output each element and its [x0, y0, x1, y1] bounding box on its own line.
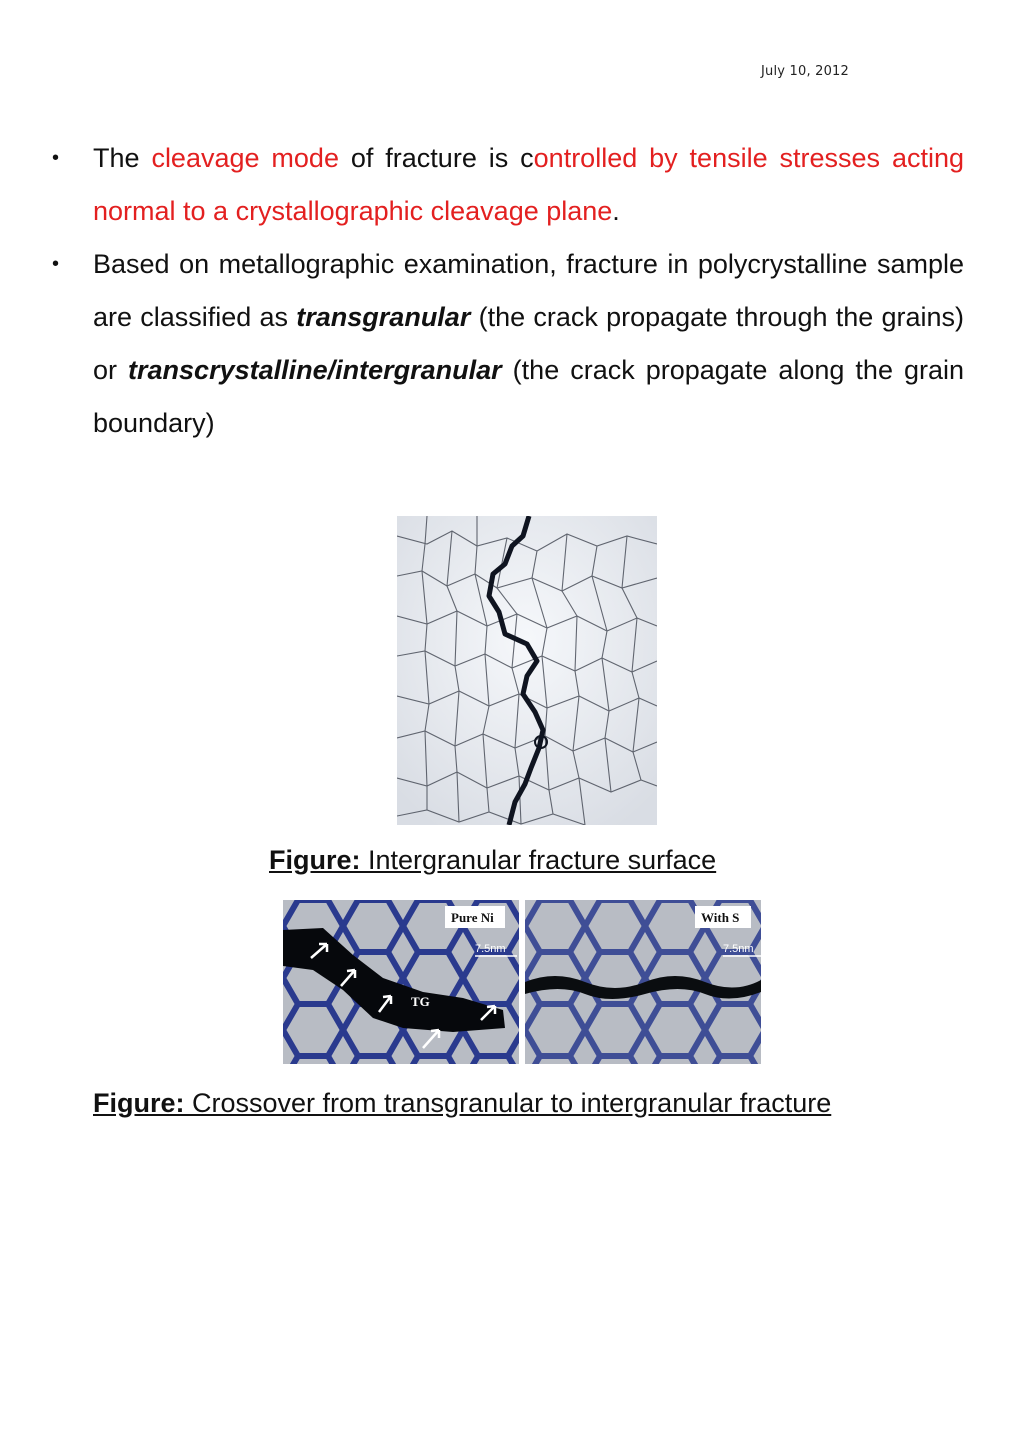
intergranular-fracture-image: [397, 516, 657, 825]
bullet-icon: •: [52, 147, 60, 169]
term-transgranular: transgranular: [296, 302, 471, 332]
text-segment: of fracture is c: [338, 143, 534, 173]
highlight-tensile-stresses: ontrolled by tensile stresses acting normal to a crystallographic cleavage plane: [93, 143, 964, 226]
text-segment: .: [612, 196, 620, 226]
panel-pure-ni: [283, 900, 519, 1064]
bullet-list: [40, 132, 964, 450]
bullet-item-cleavage: [40, 132, 964, 238]
figure-caption-intergranular: [269, 845, 716, 876]
caption-label: Figure:: [269, 845, 361, 875]
caption-text: Crossover from transgranular to intergranular fracture: [184, 1088, 832, 1118]
scale-label-right: 7.5nm: [723, 943, 754, 955]
text-segment: (the crack propagate along the grain boundary): [93, 355, 965, 438]
text-segment: The: [93, 143, 152, 173]
simulation-panels-svg: [283, 900, 761, 1064]
annotation-tg: TG: [411, 994, 430, 1009]
term-intergranular: transcrystalline/intergranular: [128, 355, 502, 385]
caption-label: Figure:: [93, 1088, 185, 1118]
panel-label-pure-ni: Pure Ni: [451, 910, 494, 925]
micrograph-svg: [397, 516, 657, 825]
text-segment: (the crack propagate through the grains) or: [93, 302, 964, 385]
bullet-icon: •: [52, 253, 60, 275]
crossover-fracture-image: [283, 900, 761, 1064]
header-date: July 10, 2012: [761, 64, 850, 79]
caption-text: Intergranular fracture surface: [360, 845, 717, 875]
highlight-cleavage-mode: cleavage mode: [151, 143, 339, 173]
scale-label-left: 7.5nm: [475, 943, 506, 955]
panel-label-with-s: With S: [701, 910, 740, 925]
bullet-item-classification: [40, 238, 964, 450]
panel-with-s: [525, 900, 761, 1064]
figure-caption-crossover: [93, 1088, 831, 1119]
text-segment: Based on metallographic examination, fracture in polycrystalline sample are classified as: [93, 249, 964, 332]
